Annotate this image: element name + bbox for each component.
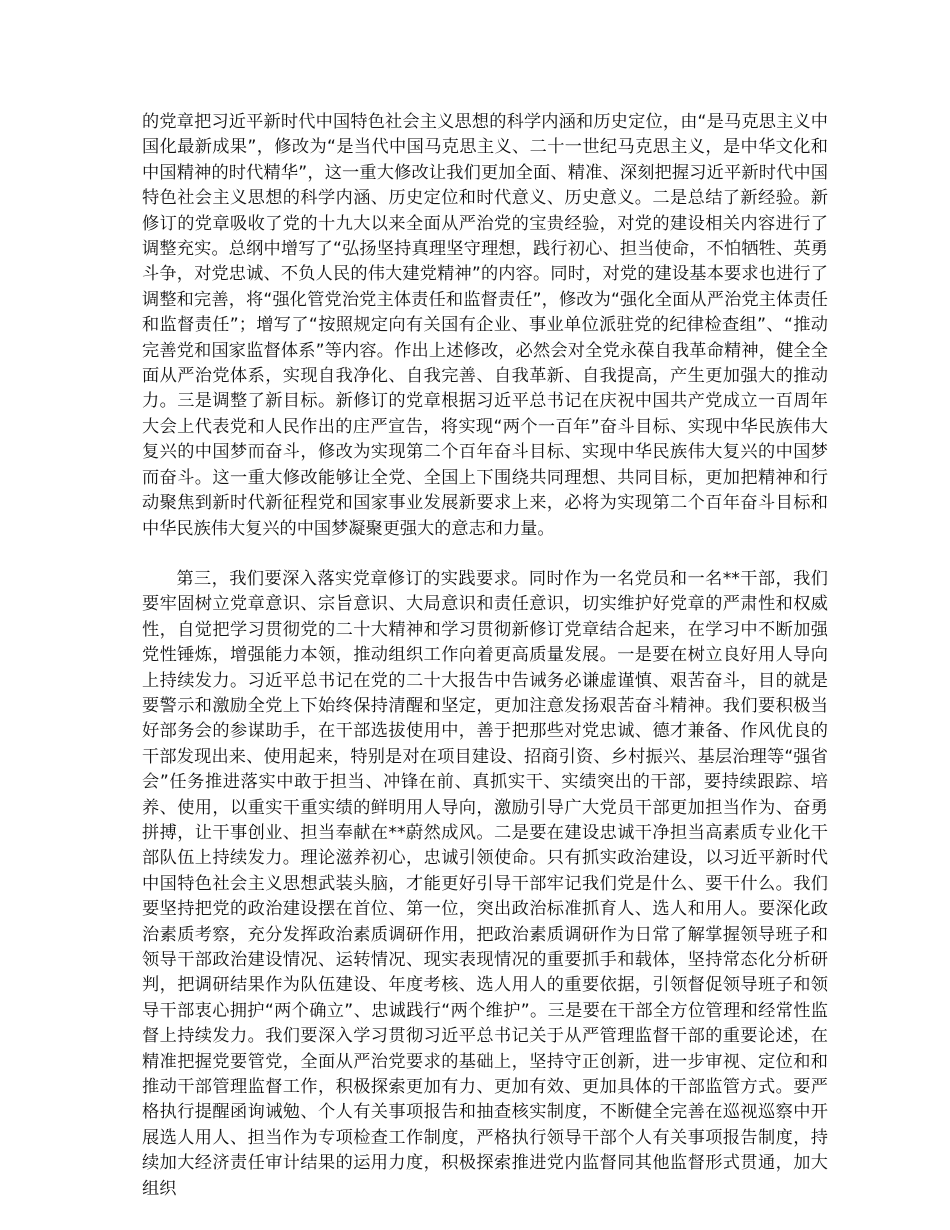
- paragraph-gap: [142, 542, 828, 567]
- paragraph-2: 第三，我们要深入落实党章修订的实践要求。同时作为一名党员和一名**干部，我们要牢固树立党章意识、宗旨意识、大局意识和责任意识，切实维护好党章的严肃性和权威性，自觉把学习贯彻党的二十大精神和学习贯彻新修订党章结合起来，在学习中不断加强党性锤炼，增强能力本领，推动组织工作向着更高质量发展。一是要在树立良好用人导向上持续发力。习近平总书记在党的二十大报告中告诫务必谦虚谨慎、艰苦奋斗，目的就是要警示和激励全党上下始终保持清醒和坚定，更加注意发扬艰苦奋斗精神。我们要积极当好部务会的参谋助手，在干部选拔使用中，善于把那些对党忠诚、德才兼备、作风优良的干部发现出来、使用起来，特别是对在项目建设、招商引资、乡村振兴、基层治理等“强省会”任务推进落实中敢于担当、冲锋在前、真抓实干、实绩突出的干部，要持续跟踪、培养、使用，以重实干重实绩的鲜明用人导向，激励引导广大党员干部更加担当作为、奋勇拼搏，让干事创业、担当奉献在**蔚然成风。二是要在建设忠诚干净担当高素质专业化干部队伍上持续发力。理论滋养初心，忠诚引领使命。只有抓实政治建设，以习近平新时代中国特色社会主义思想武装头脑，才能更好引导干部牢记我们党是什么、要干什么。我们要坚持把党的政治建设摆在首位、第一位，突出政治标准抓育人、选人和用人。要深化政治素质考察，充分发挥政治素质调研作用，把政治素质调研作为日常了解掌握领导班子和领导干部政治建设情况、运转情况、现实表现情况的重要抓手和载体，坚持常态化分析研判，把调研结果作为队伍建设、年度考核、选人用人的重要依据，引领督促领导班子和领导干部衷心拥护“两个确立”、忠诚践行“两个维护”。三是要在干部全方位管理和经常性监督上持续发力。我们要深入学习贯彻习近平总书记关于从严管理监督干部的重要论述，在精准把握党要管党，全面从严治党要求的基础上，坚持守正创新，进一步审视、定位和和推动干部管理监督工作，积极探索更加有力、更加有效、更加具体的干部监管方式。要严格执行提醒函询诫勉、个人有关事项报告和抽查核实制度，不断健全完善在巡视巡察中开展选人用人、担当作为专项检查工作制度，严格执行领导干部个人有关事项报告制度，持续加大经济责任审计结果的运用力度，积极探索推进党内监督同其他监督形式贯通，加大组织: [142, 568, 828, 1199]
- document-page: [142, 110, 828, 1202]
- paragraph-1: 的党章把习近平新时代中国特色社会主义思想的科学内涵和历史定位，由“是马克思主义中国化最新成果”，修改为“是当代中国马克思主义、二十一世纪马克思主义，是中华文化和中国精神的时代精华”，这一重大修改让我们更加全面、精准、深刻把握习近平新时代中国特色社会主义思想的科学内涵、历史定位和时代意义、历史意义。二是总结了新经验。新修订的党章吸收了党的十九大以来全面从严治党的宝贵经验，对党的建设相关内容进行了调整充实。总纲中增写了“弘扬坚持真理坚守理想，践行初心、担当使命，不怕牺牲、英勇斗争，对党忠诚、不负人民的伟大建党精神”的内容。同时，对党的建设基本要求也进行了调整和完善，将“强化管党治党主体责任和监督责任”，修改为“强化全面从严治党主体责任和监督责任”；增写了“按照规定向有关国有企业、事业单位派驻党的纪律检查组”、“推动完善党和国家监督体系”等内容。作出上述修改，必然会对全党永葆自我革命精神，健全全面从严治党体系，实现自我净化、自我完善、自我革新、自我提高，产生更加强大的推动力。三是调整了新目标。新修订的党章根据习近平总书记在庆祝中国共产党成立一百周年大会上代表党和人民作出的庄严宣告，将实现“两个一百年”奋斗目标、实现中华民族伟大复兴的中国梦而奋斗，修改为实现第二个百年奋斗目标、实现中华民族伟大复兴的中国梦而奋斗。这一重大修改能够让全党、全国上下围绕共同理想、共同目标，更加把精神和行动聚焦到新时代新征程党和国家事业发展新要求上来，必将为实现第二个百年奋斗目标和中华民族伟大复兴的中国梦凝聚更强大的意志和力量。: [142, 112, 828, 539]
